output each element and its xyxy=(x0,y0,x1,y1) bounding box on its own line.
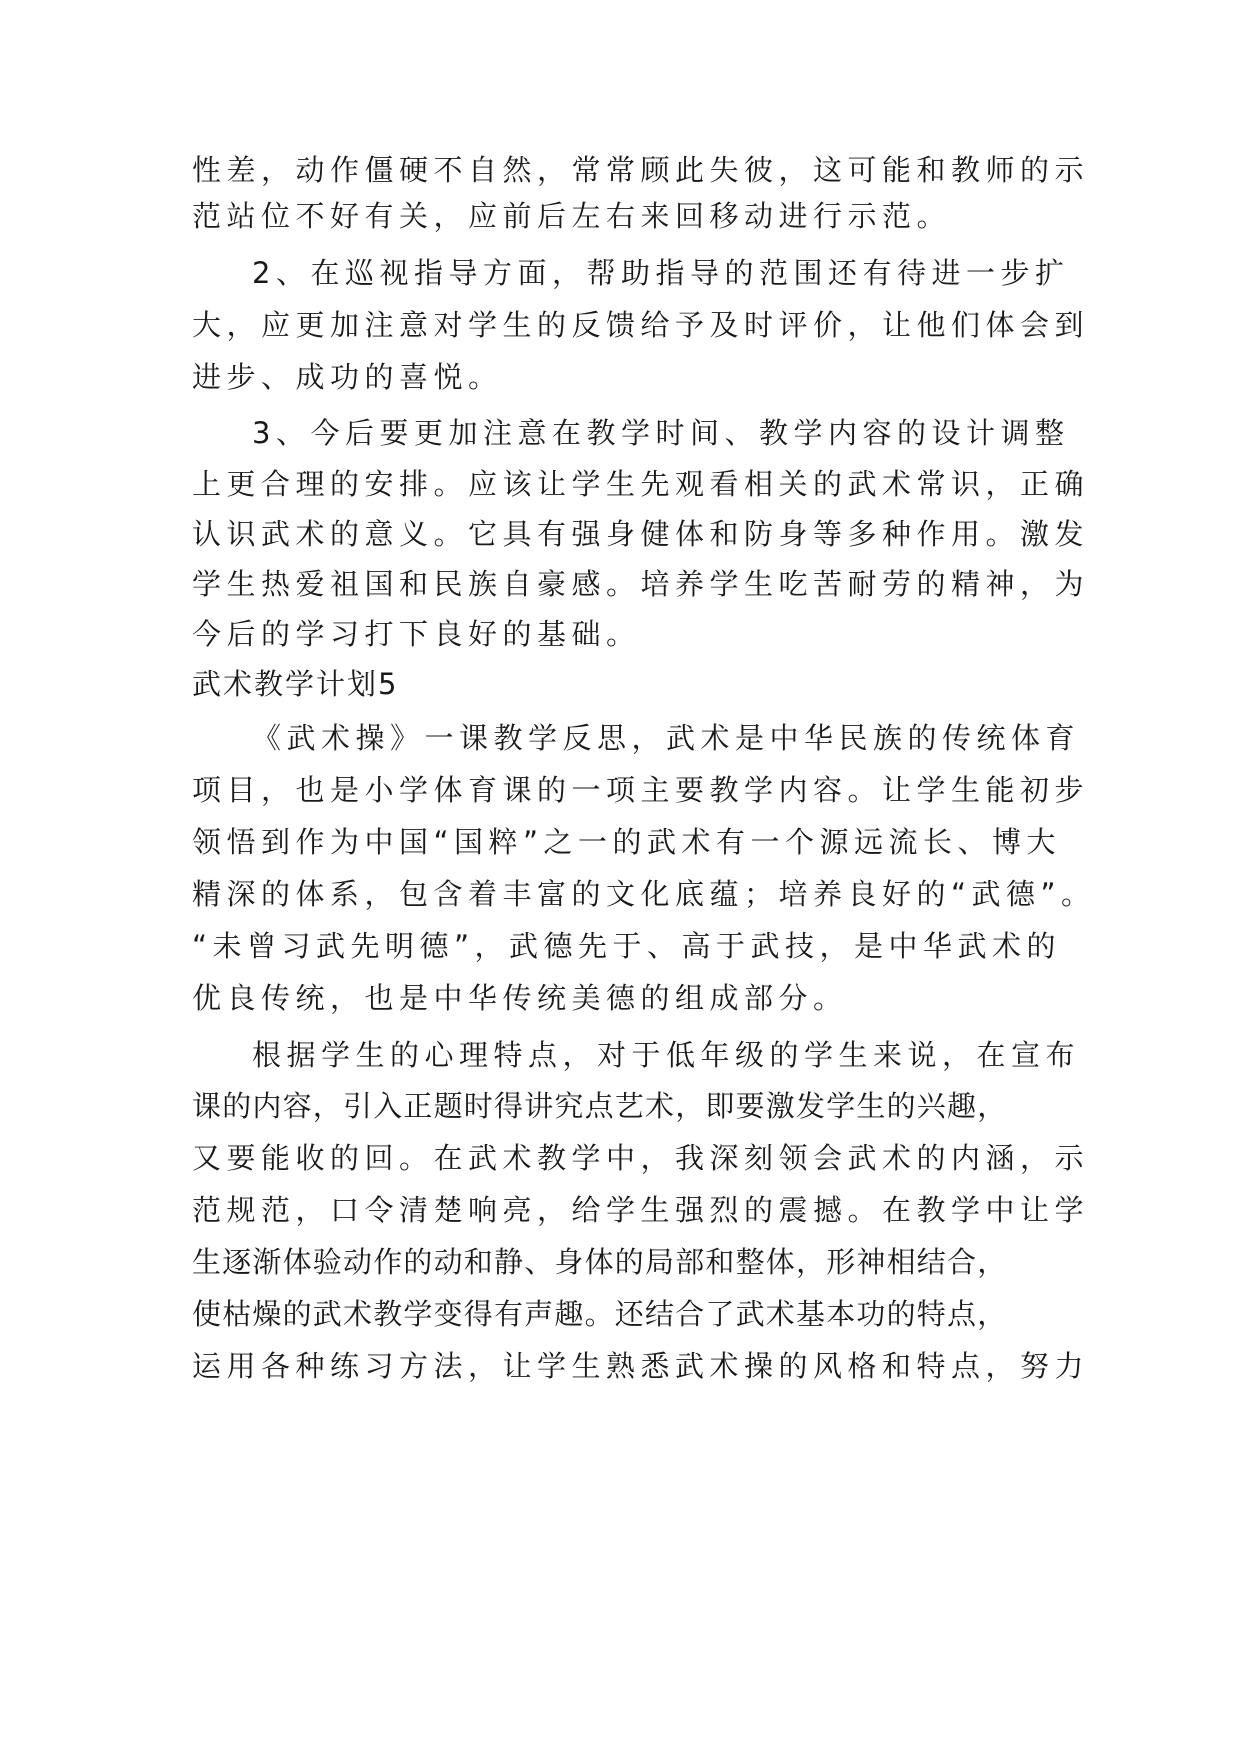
body-text-line: 项目，也是小学体育课的一项主要教学内容。让学生能初步 xyxy=(192,773,1090,807)
body-text-line: 领悟到作为中国“国粹”之一的武术有一个源远流长、博大 xyxy=(192,825,1062,859)
body-text-line: 课的内容，引入正题时得讲究点艺术，即要激发学生的兴趣， xyxy=(192,1089,1008,1123)
body-text-line: 生逐渐体验动作的动和静、身体的局部和整体，形神相结合， xyxy=(192,1245,1008,1279)
body-text-line: 运用各种练习方法，让学生熟悉武术操的风格和特点，努力 xyxy=(192,1349,1090,1383)
body-text-line: 性差，动作僵硬不自然，常常顾此失彼，这可能和教师的示 xyxy=(192,153,1090,187)
paragraph-first-line: 3、今后要更加注意在教学时间、教学内容的设计调整 xyxy=(252,416,1070,450)
body-text-line: “未曾习武先明德”，武德先于、高于武技，是中华武术的 xyxy=(192,929,1062,963)
section-heading: 武术教学计划5 xyxy=(192,667,399,701)
body-text-line: 认识武术的意义。它具有强身健体和防身等多种作用。激发 xyxy=(192,517,1090,551)
body-text-line: 进步、成功的喜悦。 xyxy=(192,360,503,394)
body-text-line: 学生热爱祖国和民族自豪感。培养学生吃苦耐劳的精神，为 xyxy=(192,567,1090,601)
body-text-line: 优良传统，也是中华传统美德的组成部分。 xyxy=(192,981,848,1015)
body-text-line: 上更合理的安排。应该让学生先观看相关的武术常识，正确 xyxy=(192,467,1090,501)
body-text-line: 范站位不好有关，应前后左右来回移动进行示范。 xyxy=(192,199,952,233)
paragraph-first-line: 根据学生的心理特点，对于低年级的学生来说，在宣布 xyxy=(252,1038,1081,1072)
body-text-line: 今后的学习打下良好的基础。 xyxy=(192,617,641,651)
body-text-line: 精深的体系，包含着丰富的文化底蕴；培养良好的“武德”。 xyxy=(192,877,1096,911)
body-text-line: 使枯燥的武术教学变得有声趣。还结合了武术基本功的特点， xyxy=(192,1297,1008,1331)
body-text-line: 范规范，口令清楚响亮，给学生强烈的震撼。在教学中让学 xyxy=(192,1193,1090,1227)
body-text-line: 大，应更加注意对学生的反馈给予及时评价，让他们体会到 xyxy=(192,308,1090,342)
body-text-line: 又要能收的回。在武术教学中，我深刻领会武术的内涵，示 xyxy=(192,1141,1090,1175)
paragraph-first-line: 《武术操》一课教学反思，武术是中华民族的传统体育 xyxy=(252,721,1081,755)
paragraph-first-line: 2、在巡视指导方面，帮助指导的范围还有待进一步扩 xyxy=(252,256,1070,290)
